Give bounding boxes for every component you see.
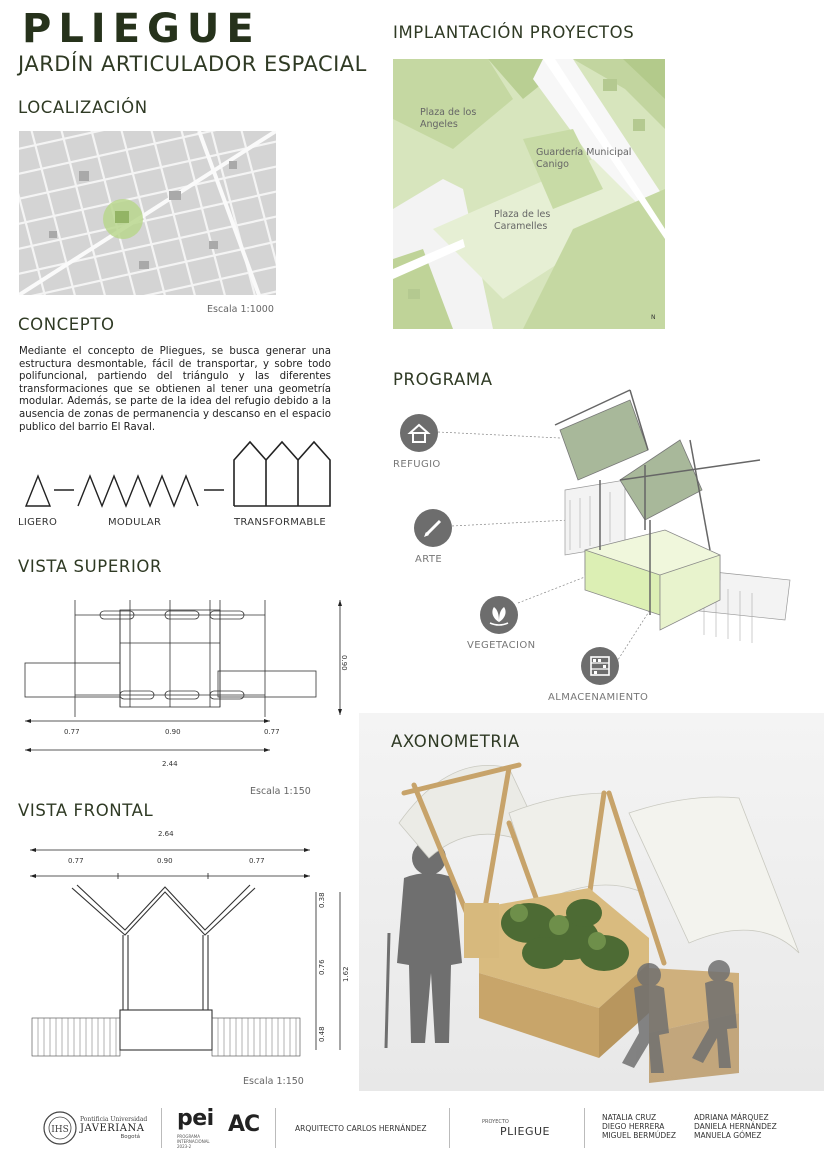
javeriana-seal-icon [42,1108,78,1148]
north-arrow: N [651,314,656,321]
front-view-drawing [20,840,360,1070]
team-col-1 [602,1113,676,1140]
vista-frontal-heading: VISTA FRONTAL [18,801,154,820]
top-dim-depth: 0.90 [340,655,348,671]
plant-icon [480,596,518,634]
concept-diagram [18,440,338,510]
place-label-plaza-angeles: Plaza de los Angeles [420,107,477,130]
front-dim-center: 0.90 [157,857,173,865]
concept-label-modular: MODULAR [108,517,162,528]
top-dim-left: 0.77 [64,728,80,736]
team-member: NATALIA CRUZ [602,1113,657,1122]
axonometria-heading: AXONOMETRIA [391,732,520,751]
front-dim-right: 0.77 [249,857,265,865]
location-map [19,131,276,295]
concept-label-ligero: LIGERO [18,517,58,528]
team-member: DIEGO HERRERA [602,1122,665,1131]
concepto-heading: CONCEPTO [18,315,115,334]
team-col-2 [694,1113,777,1140]
pencil-icon [414,509,452,547]
footer-divider [584,1108,585,1148]
pei-sub: PROGRAMA INTERNACIONAL 2023-2 [177,1134,210,1149]
front-dim-base: 0.48 [318,1026,326,1042]
front-dim-left: 0.77 [68,857,84,865]
axonometria-panel [359,713,824,1091]
vista-frontal-scale: Escala 1:150 [243,1076,304,1087]
top-dim-center: 0.90 [165,728,181,736]
footer-divider [275,1108,276,1148]
ac-logo: AC [228,1112,260,1137]
place-label-plaza-caramelles: Plaza de les Caramelles [494,209,551,232]
top-dim-right: 0.77 [264,728,280,736]
architect-name: ARQUITECTO CARLOS HERNÁNDEZ [295,1124,427,1133]
program-label-almacenamiento: ALMACENAMIENTO [548,692,649,703]
vista-superior-heading: VISTA SUPERIOR [18,557,163,576]
team-member: MANUELA GÓMEZ [694,1131,762,1140]
team-member: DANIELA HERNÁNDEZ [694,1122,777,1131]
front-dim-total: 2.64 [158,830,174,838]
concept-label-transformable: TRANSFORMABLE [234,517,327,528]
house-icon [400,414,438,452]
proyecto-name: PLIEGUE [500,1125,550,1138]
uni-line-2: JAVERIANA [80,1123,145,1134]
svg-text:IHS: IHS [51,1125,69,1135]
proyecto-small: PROYECTO [482,1119,509,1125]
poster-subtitle: JARDÍN ARTICULADOR ESPACIAL [18,52,367,76]
localizacion-heading: LOCALIZACIÓN [18,98,148,117]
program-label-arte: ARTE [415,554,443,565]
place-label-guarderia: Guardería Municipal Canigo [536,147,632,170]
uni-line-3: Bogotá [120,1134,140,1140]
concepto-text: Mediante el concepto de Pliegues, se busca generar una estructura desmontable, fácil de transportar, y sobre todo polifuncional, partiendo del triángulo y las diferentes transformaciones que se obtienen al tener una geometría modular. Además, se parte de la idea del refugio debido a la ausencia de zonas de permanencia y descanso en el espacio publico del barrio El Raval. [19,346,331,433]
footer-divider [449,1108,450,1148]
front-dim-roof: 0.38 [318,892,326,908]
vista-superior-scale: Escala 1:150 [250,786,311,797]
front-dim-mid: 0.76 [318,959,326,975]
javeriana-logo [80,1116,160,1140]
footer-divider [161,1108,162,1148]
team-member: ADRIANA MÁRQUEZ [694,1113,769,1122]
implantacion-heading: IMPLANTACIÓN PROYECTOS [393,23,635,42]
top-dim-total: 2.44 [162,760,178,768]
site-plan-map [393,59,665,329]
uni-line-1: Pontificia Universidad [80,1116,148,1123]
top-view-drawing [20,595,360,785]
programa-heading: PROGRAMA [393,370,493,389]
program-label-refugio: REFUGIO [393,459,441,470]
front-dim-height: 1.62 [342,966,350,982]
poster-title: PLIEGUE [22,6,261,52]
pei-logo: pei [177,1106,214,1131]
program-label-vegetacion: VEGETACION [467,640,536,651]
shelf-icon [581,647,619,685]
team-member: MIGUEL BERMÚDEZ [602,1131,676,1140]
localizacion-scale: Escala 1:1000 [207,304,274,315]
